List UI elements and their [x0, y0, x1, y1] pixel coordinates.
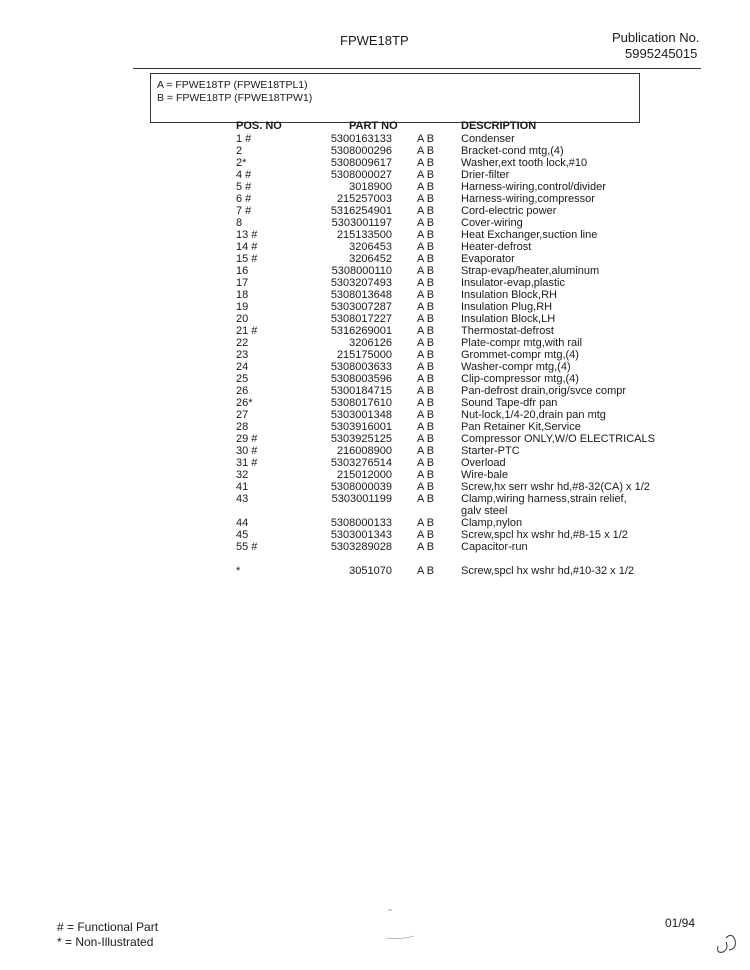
table-row [0, 529, 750, 541]
part-number: 5308000039 [330, 481, 392, 493]
description-line: Heater-defrost [461, 241, 532, 253]
scan-marks [380, 905, 420, 945]
description-line: Washer-compr mtg,(4) [461, 361, 571, 373]
model-applicability: A B [417, 229, 435, 241]
part-number: 5316269001 [330, 325, 392, 337]
part-description [461, 145, 564, 157]
part-description [461, 541, 528, 553]
table-row [0, 145, 750, 157]
model-applicability: A B [417, 565, 435, 577]
model-applicability: A B [417, 373, 435, 385]
part-description [461, 133, 515, 145]
publication-number: 5995245015 [625, 46, 698, 61]
position-number: 44 [236, 517, 249, 529]
part-description [461, 349, 579, 361]
part-number: 5300163133 [330, 133, 392, 145]
revision-date: 01/94 [665, 916, 696, 930]
part-number: 215257003 [336, 193, 392, 205]
part-number: 5308013648 [330, 289, 392, 301]
description-line: Overload [461, 457, 506, 469]
description-line: Bracket-cond mtg,(4) [461, 145, 564, 157]
position-number: 24 [236, 361, 249, 373]
description-line: Nut-lock,1/4-20,drain pan mtg [461, 409, 606, 421]
description-line: Insulation Block,LH [461, 313, 556, 325]
part-description [461, 433, 655, 445]
part-description [461, 469, 508, 481]
model-applicability: A B [417, 169, 435, 181]
description-line: Harness-wiring,control/divider [461, 181, 606, 193]
part-description [461, 229, 597, 241]
model-applicability: A B [417, 301, 435, 313]
part-description [461, 421, 581, 433]
model-applicability: A B [417, 361, 435, 373]
description-line: Condenser [461, 133, 515, 145]
position-number: 13 # [236, 229, 258, 241]
description-line: Sound Tape-dfr pan [461, 397, 558, 409]
position-number: 22 [236, 337, 249, 349]
column-header-part: PART NO [349, 120, 398, 132]
part-description [461, 481, 650, 493]
table-row [0, 337, 750, 349]
position-number: 17 [236, 277, 249, 289]
position-number: 31 # [236, 457, 258, 469]
description-line: Insulation Plug,RH [461, 301, 553, 313]
table-row [0, 313, 750, 325]
part-description [461, 157, 587, 169]
model-applicability: A B [417, 241, 435, 253]
position-number: 4 # [236, 169, 252, 181]
model-applicability: A B [417, 493, 435, 505]
part-number: 3206452 [349, 253, 392, 265]
position-number: 15 # [236, 253, 258, 265]
position-number: 2* [236, 157, 247, 169]
part-number: 5303007287 [330, 301, 392, 313]
part-description [461, 409, 606, 421]
position-number: 55 # [236, 541, 258, 553]
model-applicability: A B [417, 409, 435, 421]
model-applicability: A B [417, 457, 435, 469]
table-row [0, 265, 750, 277]
part-description [461, 265, 599, 277]
position-number: 41 [236, 481, 249, 493]
model-applicability: A B [417, 445, 435, 457]
description-line: Clip-compressor mtg,(4) [461, 373, 579, 385]
table-row [0, 385, 750, 397]
description-line: Wire-bale [461, 469, 509, 481]
table-row [0, 241, 750, 253]
header-rule [133, 68, 701, 69]
publication-label: Publication No. [612, 30, 700, 45]
part-number: 215133500 [336, 229, 392, 241]
part-number: 5308003633 [330, 361, 392, 373]
part-number: 215012000 [336, 469, 392, 481]
model-applicability: A B [417, 289, 435, 301]
description-continuation: galv steel [461, 505, 508, 517]
part-description [461, 313, 555, 325]
description-line: Insulator-evap,plastic [461, 277, 565, 289]
table-row [0, 433, 750, 445]
model-applicability: A B [417, 157, 435, 169]
part-description [461, 193, 595, 205]
part-description [461, 289, 557, 301]
part-number: 216008900 [336, 445, 392, 457]
model-applicability: A B [417, 481, 435, 493]
position-number: 7 # [236, 205, 252, 217]
position-number: 25 [236, 373, 249, 385]
table-row [0, 469, 750, 481]
part-number: 5303276514 [330, 457, 392, 469]
part-number: 5303001348 [330, 409, 392, 421]
description-line: Thermostat-defrost [461, 325, 554, 337]
model-applicability: A B [417, 193, 435, 205]
table-row [0, 541, 750, 553]
model-applicability: A B [417, 181, 435, 193]
part-description [461, 253, 515, 265]
position-number: * [236, 565, 241, 577]
position-number: 20 [236, 313, 249, 325]
part-description [461, 361, 571, 373]
model-applicability: A B [417, 397, 435, 409]
description-line: Screw,spcl hx wshr hd,#8-15 x 1/2 [461, 529, 628, 541]
column-header-pos: POS. NO [236, 120, 282, 132]
part-description [461, 337, 582, 349]
table-row [0, 373, 750, 385]
table-row [0, 205, 750, 217]
table-row [0, 565, 750, 577]
part-number: 5303916001 [330, 421, 392, 433]
position-number: 5 # [236, 181, 252, 193]
table-row [0, 253, 750, 265]
table-row [0, 493, 750, 517]
position-number: 30 # [236, 445, 258, 457]
table-row [0, 157, 750, 169]
non-illustrated-note: * = Non-Illustrated [57, 935, 154, 949]
position-number: 26 [236, 385, 249, 397]
part-description [461, 217, 523, 229]
part-number: 5308000110 [331, 265, 392, 277]
model-legend-box [150, 73, 640, 123]
part-number: 5303001343 [330, 529, 392, 541]
description-line: Strap-evap/heater,aluminum [461, 265, 600, 277]
position-number: 27 [236, 409, 249, 421]
description-line: Starter-PTC [461, 445, 520, 457]
model-applicability: A B [417, 253, 435, 265]
part-number: 5303925125 [330, 433, 392, 445]
part-number: 5308003596 [330, 373, 392, 385]
table-row [0, 325, 750, 337]
part-description [461, 493, 627, 517]
part-description [461, 241, 531, 253]
model-applicability: A B [417, 145, 435, 157]
handwritten-mark [712, 928, 740, 958]
legend-line-a: A = FPWE18TP (FPWE18TPL1) [157, 79, 308, 91]
position-number: 21 # [236, 325, 258, 337]
table-row [0, 445, 750, 457]
position-number: 6 # [236, 193, 252, 205]
table-row [0, 517, 750, 529]
part-description [461, 445, 520, 457]
model-applicability: A B [417, 217, 435, 229]
part-description [461, 385, 626, 397]
part-number: 5308000027 [330, 169, 392, 181]
position-number: 45 [236, 529, 249, 541]
part-number: 5308000296 [330, 145, 392, 157]
part-description [461, 205, 556, 217]
legend-line-b: B = FPWE18TP (FPWE18TPW1) [157, 92, 313, 104]
description-line: Insulation Block,RH [461, 289, 557, 301]
position-number: 43 [236, 493, 249, 505]
position-number: 2 [236, 145, 243, 157]
table-row [0, 217, 750, 229]
model-applicability: A B [417, 313, 435, 325]
part-number: 5308000133 [330, 517, 392, 529]
model-applicability: A B [417, 385, 435, 397]
model-applicability: A B [417, 325, 435, 337]
description-line: Pan-defrost drain,orig/svce compr [461, 385, 627, 397]
model-applicability: A B [417, 517, 435, 529]
position-number: 32 [236, 469, 249, 481]
position-number: 28 [236, 421, 249, 433]
table-row [0, 133, 750, 145]
model-applicability: A B [417, 349, 435, 361]
part-description [461, 277, 565, 289]
table-row [0, 301, 750, 313]
position-number: 14 # [236, 241, 258, 253]
position-number: 29 # [236, 433, 258, 445]
description-line: Grommet-compr mtg,(4) [461, 349, 579, 361]
model-applicability: A B [417, 265, 435, 277]
description-line: Harness-wiring,compressor [461, 193, 595, 205]
column-header-description: DESCRIPTION [461, 120, 537, 132]
part-number: 3206126 [349, 337, 392, 349]
description-line: Compressor ONLY,W/O ELECTRICALS [461, 433, 655, 445]
table-row [0, 229, 750, 241]
part-description [461, 301, 552, 313]
model-applicability: A B [417, 337, 435, 349]
part-number: 3206453 [349, 241, 392, 253]
part-number: 5308009617 [330, 157, 392, 169]
position-number: 26* [236, 397, 253, 409]
table-row [0, 361, 750, 373]
part-description [461, 181, 606, 193]
model-applicability: A B [417, 205, 435, 217]
model-applicability: A B [417, 433, 435, 445]
functional-part-note: # = Functional Part [57, 920, 159, 934]
position-number: 1 # [236, 133, 252, 145]
table-row [0, 349, 750, 361]
table-row [0, 457, 750, 469]
table-row [0, 289, 750, 301]
description-line: Pan Retainer Kit,Service [461, 421, 581, 433]
part-number: 5303207493 [330, 277, 392, 289]
model-title: FPWE18TP [340, 33, 409, 48]
description-line: Screw,hx serr wshr hd,#8-32(CA) x 1/2 [461, 481, 650, 493]
model-applicability: A B [417, 529, 435, 541]
part-description [461, 397, 557, 409]
description-line: Capacitor-run [461, 541, 528, 553]
description-line: Drier-filter [461, 169, 510, 181]
model-applicability: A B [417, 469, 435, 481]
table-row [0, 181, 750, 193]
table-row [0, 409, 750, 421]
table-row [0, 421, 750, 433]
part-number: 5308017610 [330, 397, 392, 409]
description-line: Evaporator [461, 253, 515, 265]
description-line: Cover-wiring [461, 217, 523, 229]
position-number: 23 [236, 349, 249, 361]
description-line: Heat Exchanger,suction line [461, 229, 598, 241]
table-row [0, 397, 750, 409]
part-number: 215175000 [336, 349, 392, 361]
position-number: 8 [236, 217, 243, 229]
description-line: Washer,ext tooth lock,#10 [461, 157, 588, 169]
part-number: 5303289028 [330, 541, 392, 553]
description-line: Cord-electric power [461, 205, 557, 217]
position-number: 19 [236, 301, 249, 313]
position-number: 16 [236, 265, 249, 277]
description-line: Plate-compr mtg,with rail [461, 337, 583, 349]
model-applicability: A B [417, 277, 435, 289]
part-number: 3018900 [349, 181, 392, 193]
model-applicability: A B [417, 541, 435, 553]
table-row [0, 193, 750, 205]
part-description [461, 565, 634, 577]
part-number: 3051070 [349, 565, 392, 577]
part-description [461, 517, 522, 529]
part-description [461, 169, 509, 181]
position-number: 18 [236, 289, 249, 301]
part-number: 5308017227 [330, 313, 392, 325]
description-line: Clamp,wiring harness,strain relief, [461, 493, 627, 505]
table-row [0, 277, 750, 289]
part-number: 5303001199 [331, 493, 392, 505]
part-number: 5300184715 [330, 385, 392, 397]
parts-list [0, 133, 750, 577]
part-description [461, 457, 506, 469]
part-number: 5303001197 [331, 217, 392, 229]
model-applicability: A B [417, 133, 435, 145]
table-row [0, 169, 750, 181]
part-number: 5316254901 [330, 205, 392, 217]
table-row [0, 481, 750, 493]
description-line: Clamp,nylon [461, 517, 523, 529]
part-description [461, 529, 628, 541]
description-line: Screw,spcl hx wshr hd,#10-32 x 1/2 [461, 565, 635, 577]
part-description [461, 373, 579, 385]
part-description [461, 325, 554, 337]
model-applicability: A B [417, 421, 435, 433]
